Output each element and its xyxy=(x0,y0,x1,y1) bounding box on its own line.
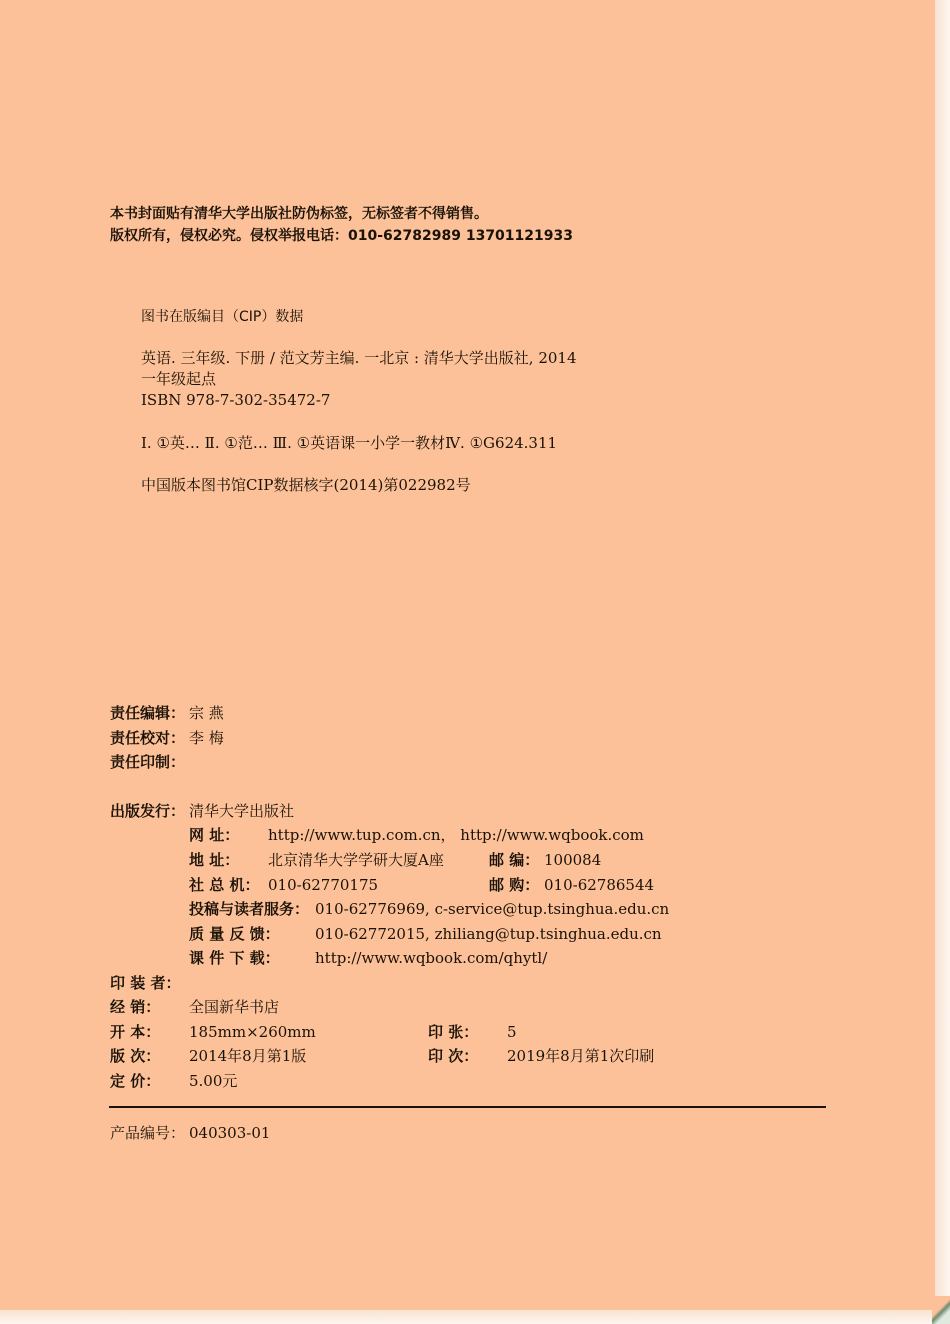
cip-entry: 英语. 三年级. 下册 / 范文芳主编. 一北京 : 清华大学出版社, 2014 xyxy=(141,349,577,367)
cip-classification: Ⅰ. ①英… Ⅱ. ①范… Ⅲ. ①英语课一小学一教材Ⅳ. ①G624.311 xyxy=(141,434,558,452)
impression-value: 2019年8月第1次印刷 xyxy=(507,1047,655,1065)
edition-label: 版 次： xyxy=(110,1047,161,1065)
page-edge-bottom xyxy=(0,1310,935,1324)
website-value: http://www.tup.com.cn， http://www.wqbook.com xyxy=(268,826,644,844)
publisher-name: 清华大学出版社 xyxy=(189,802,295,820)
editor-name: 宗 燕 xyxy=(189,704,224,722)
format-value: 185mm×260mm xyxy=(189,1023,316,1041)
switchboard-label: 社 总 机： xyxy=(189,876,260,894)
courseware-download-value: http://www.wqbook.com/qhytl/ xyxy=(315,949,548,967)
distributor-label: 经 销： xyxy=(110,998,161,1016)
postcode-label: 邮 编： xyxy=(489,851,540,869)
printed-sheets-value: 5 xyxy=(507,1023,517,1041)
print-supervisor-label: 责任印制： xyxy=(110,753,186,771)
edition-value: 2014年8月第1版 xyxy=(189,1047,307,1065)
anti-counterfeit-notice: 本书封面贴有清华大学出版社防伪标签，无标签者不得销售。 xyxy=(110,206,488,222)
address-value: 北京清华大学学研大厦A座 xyxy=(268,851,444,869)
product-code-label: 产品编号： xyxy=(110,1124,186,1142)
cip-series: 一年级起点 xyxy=(141,370,217,388)
page-edge-right xyxy=(935,0,950,1324)
page-curl-corner xyxy=(932,1296,950,1324)
cip-heading: 图书在版编目（CIP）数据 xyxy=(141,309,304,325)
website-label: 网 址： xyxy=(189,826,240,844)
price-value: 5.00元 xyxy=(189,1072,238,1090)
courseware-download-label: 课 件 下 载： xyxy=(189,949,280,967)
distributor-value: 全国新华书店 xyxy=(189,998,280,1016)
divider-rule xyxy=(109,1106,826,1108)
publisher-label: 出版发行： xyxy=(110,802,186,820)
product-code-value: 040303-01 xyxy=(189,1124,271,1142)
cip-record-number: 中国版本图书馆CIP数据核字(2014)第022982号 xyxy=(141,476,471,494)
impression-label: 印 次： xyxy=(428,1047,479,1065)
postcode-value: 100084 xyxy=(544,851,602,869)
editor-label: 责任编辑： xyxy=(110,704,186,722)
printed-sheets-label: 印 张： xyxy=(428,1023,479,1041)
reader-service-label: 投稿与读者服务： xyxy=(189,900,310,918)
quality-feedback-label: 质 量 反 馈： xyxy=(189,925,280,943)
address-label: 地 址： xyxy=(189,851,240,869)
printer-label: 印 装 者： xyxy=(110,974,181,992)
copyright-hotline: 版权所有，侵权必究。侵权举报电话：010-62782989 13701121933 xyxy=(110,228,573,244)
switchboard-value: 010-62770175 xyxy=(268,876,379,894)
price-label: 定 价： xyxy=(110,1072,161,1090)
quality-feedback-value: 010-62772015, zhiliang@tup.tsinghua.edu.cn xyxy=(315,925,662,943)
format-label: 开 本： xyxy=(110,1023,161,1041)
reader-service-value: 010-62776969, c-service@tup.tsinghua.edu.cn xyxy=(315,900,670,918)
cip-isbn: ISBN 978-7-302-35472-7 xyxy=(141,391,331,409)
mail-order-value: 010-62786544 xyxy=(544,876,655,894)
proofreader-name: 李 梅 xyxy=(189,729,224,747)
mail-order-label: 邮 购： xyxy=(489,876,540,894)
proofreader-label: 责任校对： xyxy=(110,729,186,747)
